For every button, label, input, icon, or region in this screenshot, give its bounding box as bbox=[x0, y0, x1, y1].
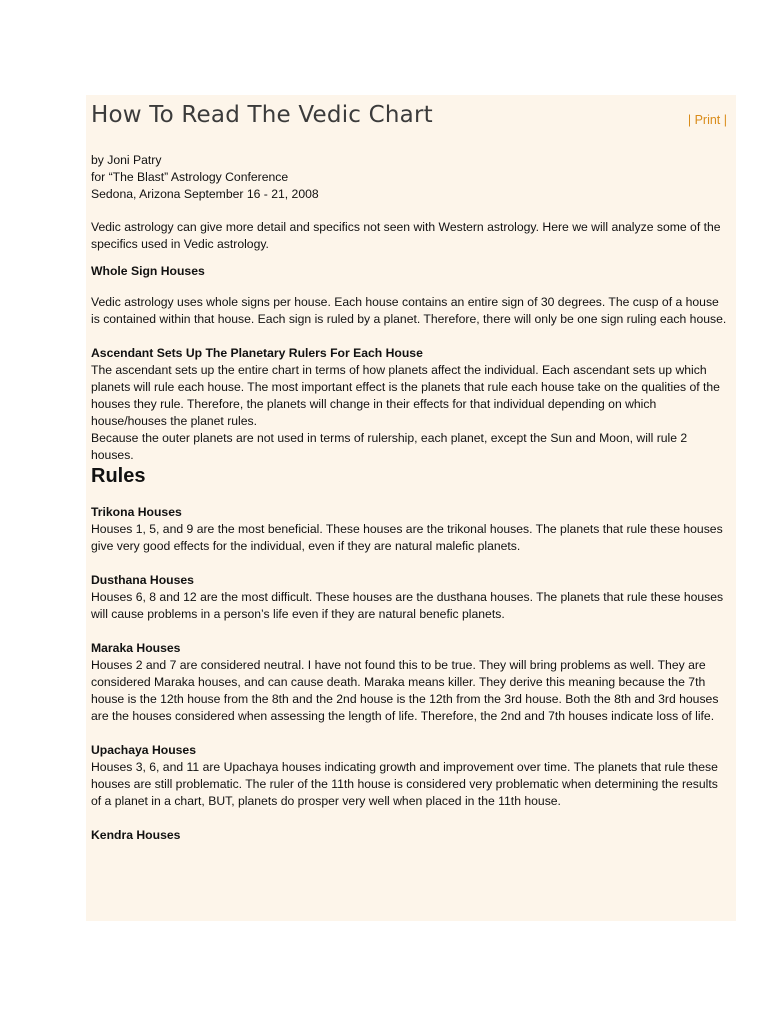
trikona-heading: Trikona Houses bbox=[91, 505, 182, 519]
document-page bbox=[86, 95, 736, 921]
byline-event: for “The Blast” Astrology Conference bbox=[91, 170, 289, 184]
maraka-heading: Maraka Houses bbox=[91, 641, 181, 655]
byline-author: by Joni Patry bbox=[91, 153, 162, 167]
dusthana-paragraph: Houses 6, 8 and 12 are the most difficult. These houses are the dusthana houses. The planets that rule these houses will cause problems in a person’s life even if they are natural benefic planets. bbox=[91, 590, 724, 621]
intro-paragraph: Vedic astrology can give more detail and specifics not seen with Western astrology. Here we will analyze some of the specifics used in Vedic astrology. bbox=[91, 220, 721, 251]
maraka-paragraph: Houses 2 and 7 are considered neutral. I have not found this to be true. They will bring problems as well. They are considered Maraka houses, and can cause death. Maraka means killer. They derive this meaning because the 7th house is the 12th house from the 8th and the 2nd house is the 12th from the 3rd house. Both the 8th and 3rd houses are the houses considered when assessing the length of life. Therefore, the 2nd and 7th houses indicate loss of life. bbox=[91, 658, 719, 723]
whole-sign-paragraph: Vedic astrology uses whole signs per house. Each house contains an entire sign of 30 degrees. The cusp of a house is contained within that house. Each sign is ruled by a planet. Therefore, there will only be one sign ruling each house. bbox=[91, 295, 727, 326]
byline-location-date: Sedona, Arizona September 16 - 21, 2008 bbox=[91, 187, 319, 201]
article-content bbox=[86, 95, 736, 844]
ascendant-paragraph-1: The ascendant sets up the entire chart in terms of how planets affect the individual. Each ascendant sets up which planets will rule each house. The most important effect is the planets that rule each house take on the qualities of the houses they rule. Therefore, the planets will change in their effects for that individual depending on which house/houses the planet rules. bbox=[91, 363, 720, 428]
byline bbox=[91, 152, 731, 203]
ascendant-paragraph-2: Because the outer planets are not used in terms of rulership, each planet, except the Sun and Moon, will rule 2 houses. bbox=[91, 431, 688, 462]
upachaya-paragraph: Houses 3, 6, and 11 are Upachaya houses indicating growth and improvement over time. The planets that rule these houses are still problematic. The ruler of the 11th house is considered very problematic when determining the results of a planet in a chart, BUT, planets do prosper very well when placed in the 11th house. bbox=[91, 760, 718, 808]
trikona-paragraph: Houses 1, 5, and 9 are the most beneficial. These houses are the trikonal houses. The planets that rule these houses give very good effects for the individual, even if they are natural malefic planets. bbox=[91, 522, 723, 553]
page-title: How To Read The Vedic Chart bbox=[91, 102, 433, 128]
whole-sign-heading: Whole Sign Houses bbox=[91, 264, 205, 278]
kendra-heading: Kendra Houses bbox=[91, 828, 181, 842]
ascendant-heading: Ascendant Sets Up The Planetary Rulers For Each House bbox=[91, 346, 423, 360]
rules-heading: Rules bbox=[91, 465, 146, 487]
dusthana-heading: Dusthana Houses bbox=[91, 573, 194, 587]
print-link[interactable]: | Print | bbox=[687, 113, 727, 127]
title-row bbox=[91, 103, 731, 137]
upachaya-heading: Upachaya Houses bbox=[91, 743, 196, 757]
